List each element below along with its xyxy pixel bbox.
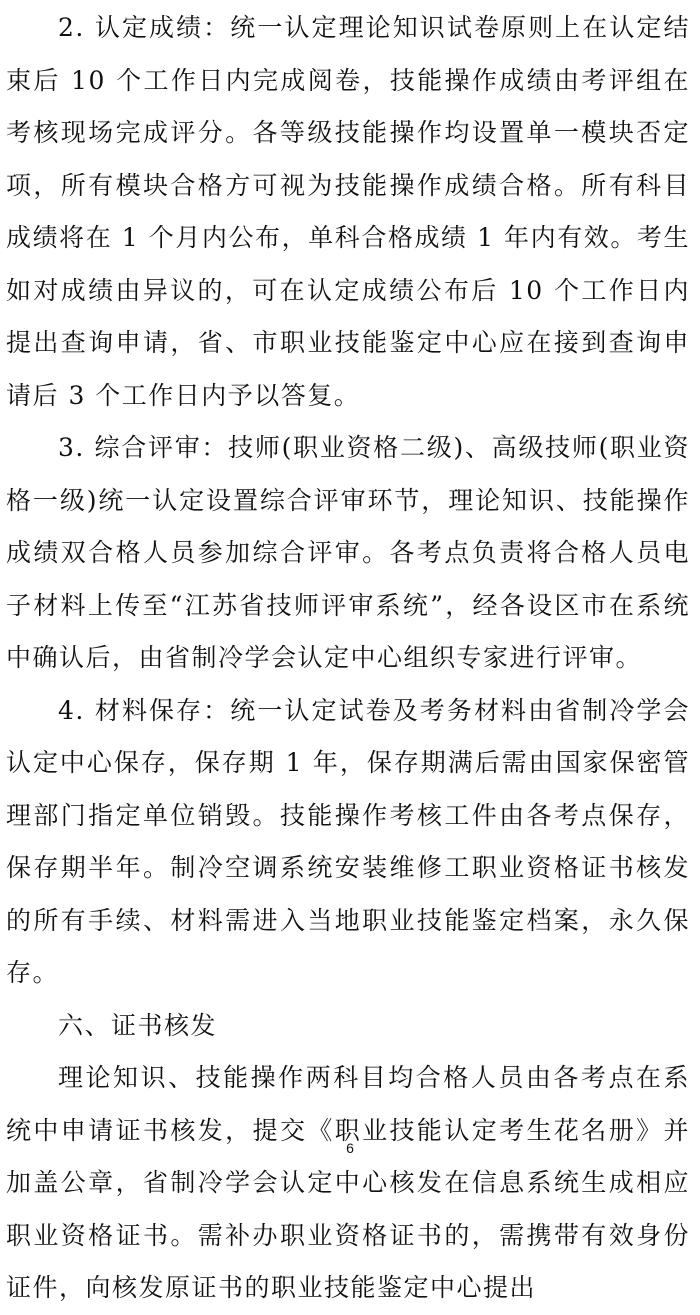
section-heading-certificate-issuance: 六、证书核发 — [58, 1010, 218, 1040]
page-number: 6 — [346, 1140, 354, 1156]
paragraph-certificate-issuance: 理论知识、技能操作两科目均合格人员由各考点在系统中申请证书核发，提交《职业技能认定考生花名册》并加盖公章，省制冷学会认定中心核发在信息系统生成相应职业资格证书。需补办职业资格证书的，需携带有效身份证件，向核发原证书的职业技能鉴定中心提出 — [6, 1063, 690, 1302]
document-page — [6, 2, 690, 1315]
paragraph-comprehensive-review: 3. 综合评审：技师(职业资格二级)、高级技师(职业资格一级)统一认定设置综合评审环节，理论知识、技能操作成绩双合格人员参加综合评审。各考点负责将合格人员电子材料上传至“江苏省技师评审系统”，经各设区市在系统中确认后，由省制冷学会认定中心组织专家进行评审。 — [6, 433, 690, 672]
paragraph-grade-results: 2. 认定成绩：统一认定理论知识试卷原则上在认定结束后 10 个工作日内完成阅卷，技能操作成绩由考评组在考核现场完成评分。各等级技能操作均设置单一模块否定项，所有模块合格方可视为技能操作成绩合格。所有科目成绩将在 1 个月内公布，单科合格成绩 1 年内有效。考生如对成绩由异议的，可在认定成绩公布后 10 个工作日内提出查询申请，省、市职业技能鉴定中心应在接到查询申请后 3 个工作日内予以答复。 — [6, 13, 690, 410]
paragraph-material-storage: 4. 材料保存：统一认定试卷及考务材料由省制冷学会认定中心保存，保存期 1 年，保存期满后需由国家保密管理部门指定单位销毁。技能操作考核工件由各考点保存，保存期半年。制冷空调系统安装维修工职业资格证书核发的所有手续、材料需进入当地职业技能鉴定档案，永久保存。 — [6, 695, 690, 987]
